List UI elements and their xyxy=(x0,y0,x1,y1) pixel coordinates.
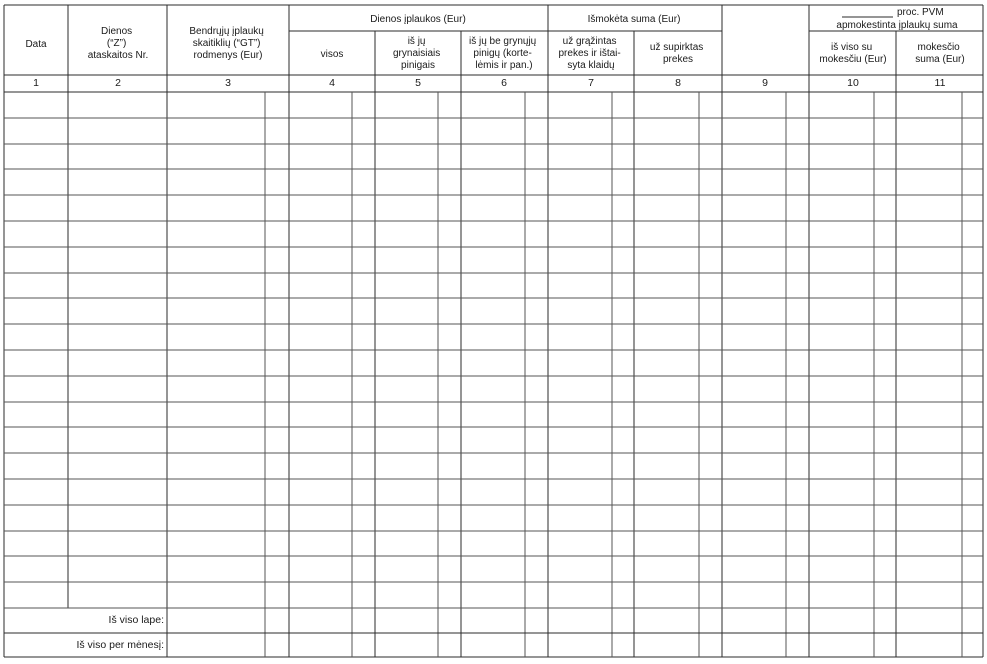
header-cash-income: iš jų grynaisiais pinigais xyxy=(392,36,441,71)
header-purchased-goods: už supirktas prekes xyxy=(649,42,704,65)
header-date: Data xyxy=(25,39,47,50)
header-daily-income-group: Dienos įplaukos (Eur) xyxy=(370,14,466,25)
column-number: 11 xyxy=(934,77,946,89)
header-gt-counter-readings: Bendrųjų įplaukų skaitiklių (“GT”) rodmenys (Eur) xyxy=(189,26,264,61)
header-tax-amount: mokesčio suma (Eur) xyxy=(915,42,965,65)
header-total-with-tax: iš viso su mokesčiu (Eur) xyxy=(819,42,887,65)
header-cashless-income: iš jų be grynųjų pinigų (korte- lėmis ir pan.) xyxy=(468,36,537,71)
column-number: 5 xyxy=(415,77,421,89)
column-number: 6 xyxy=(501,77,507,89)
header-z-report-number: Dienos (“Z”) ataskaitos Nr. xyxy=(87,26,149,61)
column-number: 9 xyxy=(762,77,768,89)
column-number: 2 xyxy=(115,77,121,89)
header-paid-out-group: Išmokėta suma (Eur) xyxy=(587,14,681,25)
header-vat-percent: proc. PVM xyxy=(897,7,944,18)
header-vat-taxed-income: apmokestinta įplaukų suma xyxy=(836,20,958,31)
column-number: 10 xyxy=(847,77,859,89)
header-returned-goods: už grąžintas prekes ir ištai- syta klaidų xyxy=(558,36,621,71)
total-per-month-label: Iš viso per mėnesį: xyxy=(76,639,164,651)
ledger-grid-lines xyxy=(4,5,983,657)
column-number: 7 xyxy=(588,77,594,89)
header-total-income: visos xyxy=(320,49,344,60)
column-number: 8 xyxy=(675,77,681,89)
total-per-page-label: Iš viso lape: xyxy=(108,614,164,626)
column-number: 1 xyxy=(33,77,39,89)
column-number: 4 xyxy=(329,77,335,89)
column-number: 3 xyxy=(225,77,231,89)
